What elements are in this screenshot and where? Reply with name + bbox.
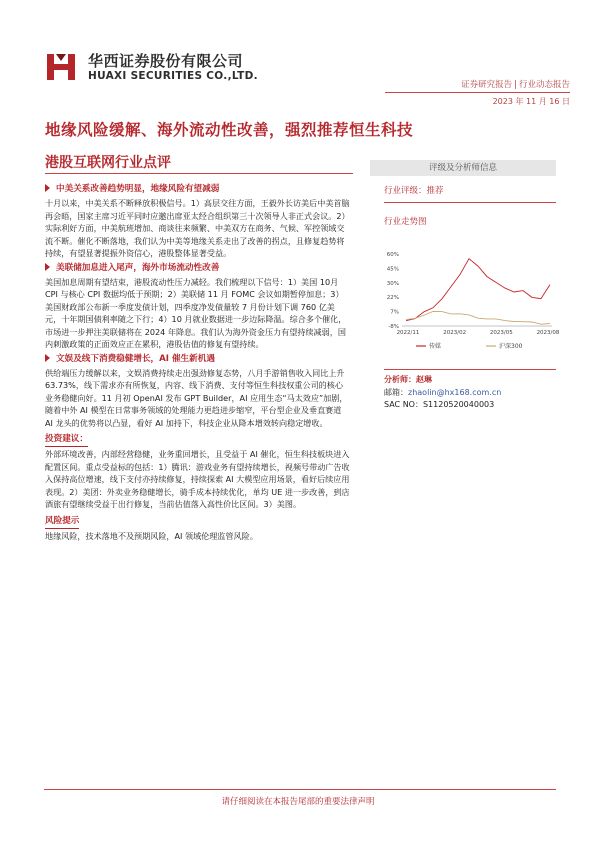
section-text-2: 美国加息周期有望结束，港股流动性压力减轻。我们梳理以下信号：1）美国 10月 CPI 与核心 CPI 数据均低于预期；2）美联储 11 月 FOMC 会议如期暂停加息；3）美国财政部公布新一季度发债计划，四季度净发债量较 7 月份计划下调 760 亿美元，十年期国债利率随之下行；4）10 月就业数据进一步边际降温。综合多个催化，市场进一步押注美联储将在 2024 年降息。我们认为海外资金压力有望持续减弱，国内刺激政策的正面效应正在累积，港股估值的修复有望持续。 bbox=[45, 276, 347, 349]
report-type: 证券研究报告 | 行业动态报告 bbox=[461, 80, 570, 90]
company-name-en: HUAXI SECURITIES CO.,LTD. bbox=[88, 70, 258, 82]
chart-divider bbox=[384, 369, 556, 370]
footer-notice: 请仔细阅读在本报告尾部的重要法律声明 bbox=[221, 797, 375, 807]
bullet-triangle-icon bbox=[45, 184, 50, 192]
section-text-1: 十月以来，中美关系不断释放积极信号。1）高层交往方面，王毅外长访美后中美首脑再会晤，国家主席习近平同时应邀出席亚太经合组织第三十次领导人非正式会议。2）实际利好方面，中美航班增加、商谈往来频繁、中美双方在商务、气候、军控领域交流不断。催化不断落地，我们认为中美等地缘关系走出了改善的拐点，且修复趋势将持续，有望显著提振外资信心，港股整体显著受益。 bbox=[45, 198, 350, 258]
sidebar bbox=[370, 160, 556, 227]
y-tick-label: 60% bbox=[386, 252, 399, 258]
subtitle-divider bbox=[45, 173, 353, 174]
analyst-email-row bbox=[384, 387, 556, 400]
legend-label-1: 传媒 bbox=[429, 343, 442, 350]
analyst-sac-row bbox=[384, 399, 556, 412]
x-tick-label: 2023/08 bbox=[536, 330, 560, 336]
risk-text: 地缘风险，技术落地不及预期风险，AI 领域伦理监管风险。 bbox=[45, 530, 258, 541]
y-tick-label: 7% bbox=[390, 309, 399, 316]
section-heading-2: 美联储加息进入尾声，海外市场流动性改善 bbox=[45, 262, 350, 275]
analyst-email[interactable]: zhaolin@hx168.com.cn bbox=[408, 387, 502, 397]
header-divider bbox=[385, 92, 570, 93]
rating-value: 推荐 bbox=[426, 186, 444, 196]
bullet-triangle-icon bbox=[45, 263, 50, 271]
y-tick-label: 22% bbox=[386, 295, 399, 302]
series-line-1 bbox=[406, 259, 550, 321]
report-header bbox=[0, 0, 596, 110]
industry-trend-chart bbox=[376, 246, 560, 366]
section-heading-1: 中美关系改善趋势明显，地缘风险有望减弱 bbox=[45, 183, 350, 196]
report-date: 2023 年 11 月 16 日 bbox=[492, 97, 570, 106]
rating-label: 行业评级： bbox=[384, 186, 427, 196]
legend-label-2: 沪深300 bbox=[499, 343, 523, 350]
x-tick-label: 2023/02 bbox=[443, 330, 467, 336]
main-content bbox=[45, 183, 350, 544]
analyst-info bbox=[384, 374, 556, 412]
report-type-industry: 行业动态报告 bbox=[518, 80, 570, 90]
huaxi-logo-icon bbox=[44, 50, 78, 84]
industry-rating bbox=[370, 184, 556, 196]
section-heading-3: 文娱及线下消费稳健增长，AI 催生新机遇 bbox=[45, 353, 350, 366]
y-tick-label: 45% bbox=[386, 266, 399, 273]
analyst-name-row bbox=[384, 374, 556, 387]
y-tick-label: -8% bbox=[388, 324, 399, 330]
bullet-triangle-icon bbox=[45, 354, 50, 362]
sidebar-box-title: 评级及分析师信息 bbox=[370, 160, 556, 176]
investment-advice-text: 外部环境改善，内部经营稳健，业务重回增长，且受益于 AI 催化，恒生科技板块进入配置区间。重点受益标的包括：1）腾讯：游戏业务有望持续增长，视频号带动广告收入保持高位增速，线下支付亦持续修复，持续探索 AI 大模型应用场景，看好后续应用表现。2）美团：外卖业务稳健增长，骑手成本持续优化，单均 UE 进一步改善，到店酒旅有望继续受益于出行修复，当前估值落入高性价比区间。3）美图。 bbox=[45, 449, 350, 509]
report-type-research: 证券研究报告 bbox=[461, 80, 513, 90]
email-label: 邮箱： bbox=[384, 387, 408, 397]
y-tick-label: 30% bbox=[386, 280, 399, 287]
report-title: 地缘风险缓解、海外流动性改善，强烈推荐恒生科技 bbox=[45, 121, 414, 139]
analyst-name: 赵琳 bbox=[416, 375, 432, 384]
sac-label: SAC NO： bbox=[384, 400, 423, 409]
analyst-sac: S1120520040003 bbox=[422, 400, 495, 409]
section-text-3: 供给端压力缓解以来，文娱消费持续走出强劲修复态势，八月手游销售收入同比上升 63.73%，线下需求亦有所恢复，内容、线下消费、支付等恒生科技权重公司的核心业务稳健向好。11 月初 OpenAI 发布 GPT Builder，AI 应用生态“马太效应”加剧，随着中外 AI 模型在日常事务领域的处理能力更趋进步缩窄，平台型企业及垂直赛道 AI 龙头的优势将以凸显，看好 AI 加持下，科技企业从降本增效转向稳定增收。 bbox=[45, 367, 348, 428]
series-line-2 bbox=[406, 312, 550, 325]
report-subtitle: 港股互联网行业点评 bbox=[45, 155, 171, 171]
analyst-label: 分析师： bbox=[384, 375, 416, 384]
rating-divider bbox=[384, 202, 556, 203]
investment-advice-heading: 投资建议： bbox=[45, 433, 88, 447]
risk-heading: 风险提示 bbox=[45, 515, 79, 529]
x-tick-label: 2022/11 bbox=[396, 330, 420, 336]
trend-chart-label: 行业走势图 bbox=[384, 217, 427, 227]
footer-divider bbox=[44, 789, 556, 790]
company-name-cn: 华西证券股份有限公司 bbox=[88, 52, 244, 70]
x-tick-label: 2023/05 bbox=[489, 330, 513, 336]
